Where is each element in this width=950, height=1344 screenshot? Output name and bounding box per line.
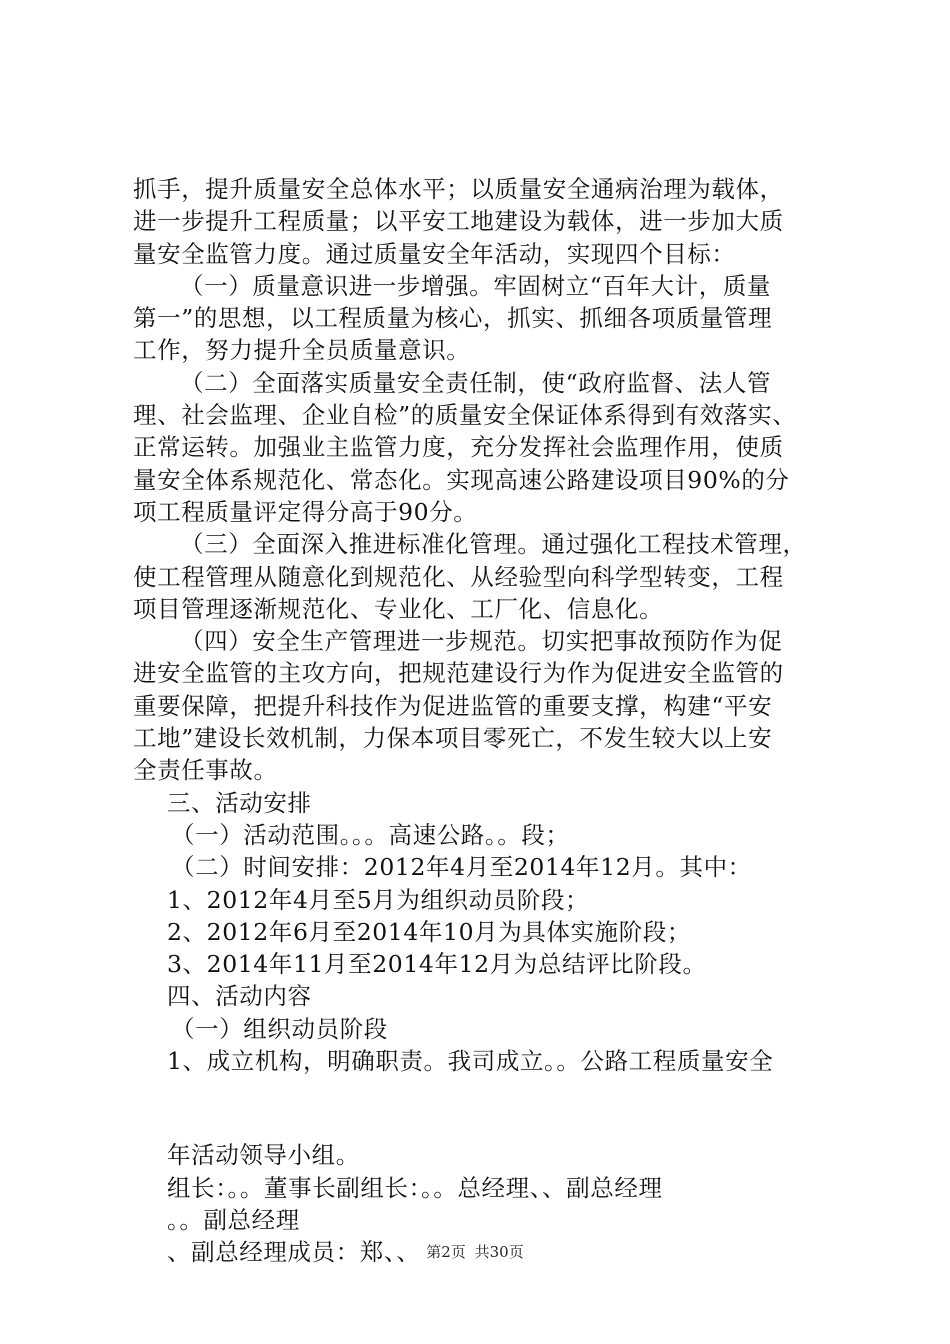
paragraph-line: 第一”的思想，以工程质量为核心，抓实、抓细各项质量管理 bbox=[133, 304, 773, 333]
total-pages: 共30页 bbox=[474, 1243, 524, 1261]
paragraph-line: 正常运转。加强业主监管力度，充分发挥社会监理作用，使质 bbox=[133, 433, 784, 462]
paragraph-line: 工作，努力提升全员质量意识。 bbox=[133, 336, 471, 365]
page-number: 第2页 bbox=[426, 1243, 466, 1261]
section-heading: 四、活动内容 bbox=[167, 982, 312, 1011]
subsection-heading: （一）组织动员阶段 bbox=[171, 1014, 388, 1043]
paragraph-line: （二）全面落实质量安全责任制，使“政府监督、法人管 bbox=[180, 368, 772, 397]
list-item: 2、2012年6月至2014年10月为具体实施阶段； bbox=[167, 917, 692, 946]
paragraph-line: 年活动领导小组。 bbox=[167, 1141, 360, 1170]
page-footer bbox=[0, 1242, 950, 1262]
paragraph-line: 全责任事故。 bbox=[133, 756, 278, 785]
paragraph-line: 组长：。。董事长副组长：。。总经理、、副总经理 bbox=[167, 1173, 663, 1202]
paragraph-line: 项目管理逐渐规范化、专业化、工厂化、信息化。 bbox=[133, 594, 664, 623]
paragraph-line: 理、社会监理、企业自检”的质量安全保证体系得到有效落实、 bbox=[133, 401, 797, 430]
document-body bbox=[133, 173, 833, 1269]
paragraph-line: （四）安全生产管理进一步规范。切实把事故预防作为促 bbox=[180, 627, 783, 656]
list-item: 1、成立机构，明确职责。我司成立。。公路工程质量安全 bbox=[167, 1047, 774, 1076]
subsection-heading: （一）活动范围。。。高速公路。。段； bbox=[171, 820, 570, 849]
paragraph-line: 、副总经理成员：郑、、 bbox=[167, 1238, 421, 1267]
paragraph-line: 重要保障，把提升科技作为促进监管的重要支撑，构建“平安 bbox=[133, 691, 773, 720]
paragraph-line: 工地”建设长效机制，力保本项目零死亡，不发生较大以上安 bbox=[133, 724, 773, 753]
paragraph-line: 使工程管理从随意化到规范化、从经验型向科学型转变，工程 bbox=[133, 562, 784, 591]
paragraph-line: 项工程质量评定得分高于90分。 bbox=[133, 497, 478, 526]
paragraph-line: 量安全监管力度。通过质量安全年活动，实现四个目标： bbox=[133, 239, 736, 268]
paragraph-line: 进一步提升工程质量；以平安工地建设为载体，进一步加大质 bbox=[133, 207, 784, 236]
paragraph-line: 。。副总经理 bbox=[167, 1205, 300, 1234]
section-heading: 三、活动安排 bbox=[167, 788, 312, 817]
paragraph-line: 抓手，提升质量安全总体水平；以质量安全通病治理为载体， bbox=[133, 175, 784, 203]
subsection-heading: （二）时间安排：2012年4月至2014年12月。其中： bbox=[171, 853, 752, 882]
list-item: 3、2014年11月至2014年12月为总结评比阶段。 bbox=[167, 950, 707, 979]
paragraph-line: 进安全监管的主攻方向，把规范建设行为作为促进安全监管的 bbox=[133, 659, 784, 688]
paragraph-line: （三）全面深入推进标准化管理。通过强化工程技术管理， bbox=[180, 530, 807, 559]
paragraph-line: （一）质量意识进一步增强。牢固树立“百年大计，质量 bbox=[180, 271, 772, 300]
list-item: 1、2012年4月至5月为组织动员阶段； bbox=[167, 885, 590, 914]
paragraph-line: 量安全体系规范化、常态化。实现高速公路建设项目90%的分 bbox=[133, 465, 790, 494]
paragraph-gap bbox=[133, 1077, 833, 1139]
